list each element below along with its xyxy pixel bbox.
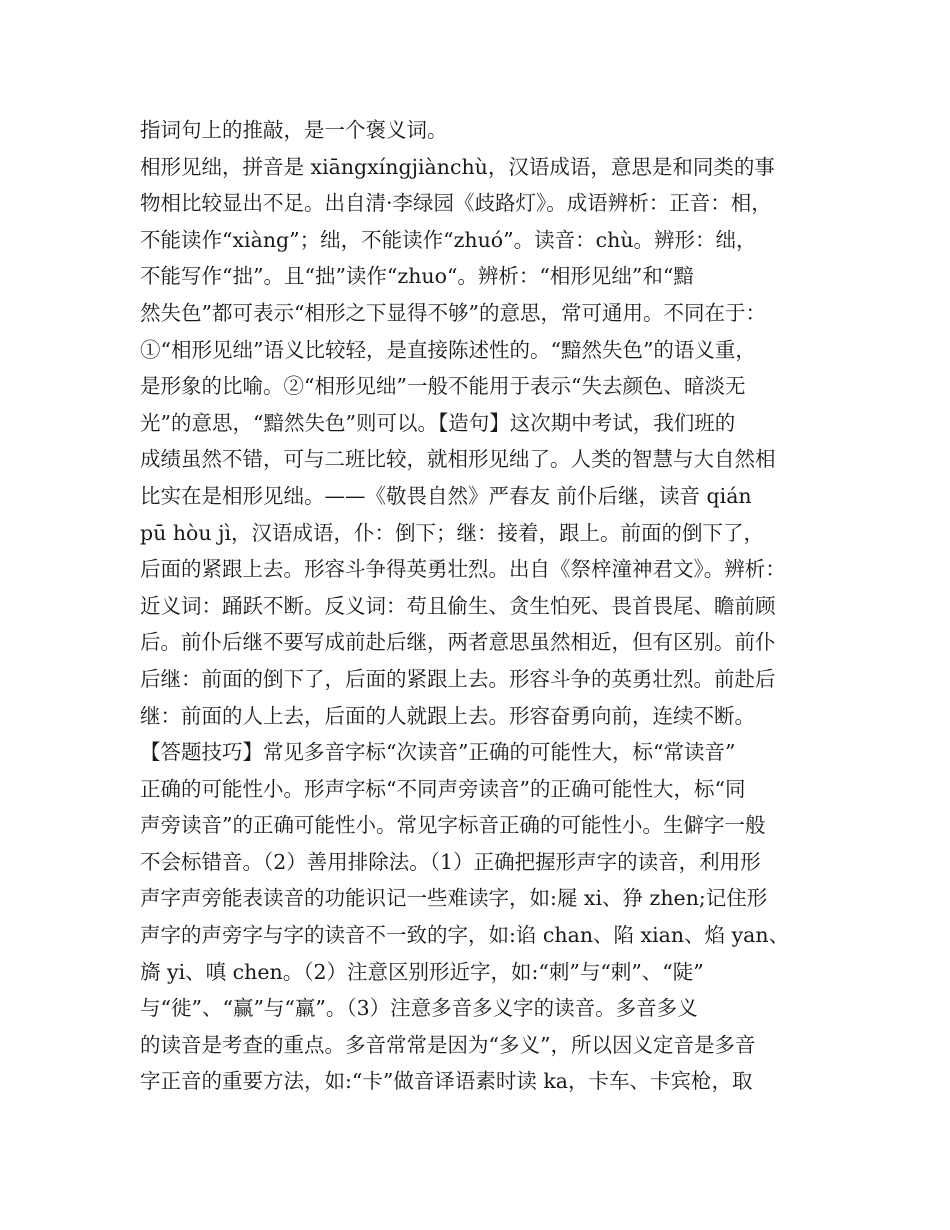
text-line-7: ①“相形见绌”语义比较轻，是直接陈述性的。“黯然失色”的语义重， (140, 337, 756, 362)
text-line-1: 指词句上的推敲，是一个褒义词。 (140, 118, 448, 142)
text-line-3: 物相比较显出不足。出自清·李绿园《歧路灯》。成语辨析：正音：相， (140, 191, 772, 216)
text-line-25: 与“徙”、“赢”与“羸”。（3）注意多音多义字的读音。多音多义 (140, 996, 698, 1021)
text-line-9: 光”的意思，“黯然失色”则可以。【造句】这次期中考试，我们班的 (140, 410, 736, 435)
text-line-11: 比实在是相形见绌。——《敬畏自然》严春友 前仆后继，读音 qián (140, 483, 752, 508)
text-line-20: 声旁读音”的正确可能性小。常见字标音正确的可能性小。生僻字一般 (140, 813, 766, 838)
text-line-10: 成绩虽然不错，可与二班比较，就相形见绌了。人类的智慧与大自然相 (140, 447, 776, 472)
text-line-17: 继：前面的人上去，后面的人就跟上去。形容奋勇向前，连续不断。 (140, 703, 755, 728)
text-line-22: 声字声旁能表读音的功能识记一些难读字，如:屣 xi、狰 zhen;记住形 (140, 886, 768, 911)
text-line-8: 是形象的比喻。②“相形见绌”一般不能用于表示“失去颜色、暗淡无 (140, 374, 746, 399)
text-line-4: 不能读作“xiàng”；绌，不能读作“zhuó”。读音：chù。辨形：绌， (140, 227, 757, 252)
text-line-16: 后继：前面的倒下了，后面的紧跟上去。形容斗争的英勇壮烈。前赴后 (140, 666, 776, 691)
text-line-14: 近义词：踊跃不断。反义词：苟且偷生、贪生怕死、畏首畏尾、瞻前顾 (140, 593, 776, 618)
text-line-12: pū hòu jì，汉语成语，仆：倒下；继：接着，跟上。前面的倒下了， (140, 520, 765, 545)
text-line-19: 正确的可能性小。形声字标“不同声旁读音”的正确可能性大，标“同 (140, 776, 746, 801)
text-line-27: 字正音的重要方法，如:“卡”做音译语素时读 ka，卡车、卡宾枪，取 (140, 1069, 753, 1094)
text-line-26: 的读音是考查的重点。多音常常是因为“多义”，所以因义定音是多音 (140, 1032, 756, 1057)
body-text (140, 112, 830, 1100)
text-line-6: 然失色”都可表示“相形之下显得不够”的意思，常可通用。不同在于： (140, 300, 766, 325)
text-line-2: 相形见绌，拼音是 xiāngxíngjiànchù，汉语成语，意思是和同类的事 (140, 154, 775, 179)
text-line-23: 声字的声旁字与字的读音不一致的字，如:谄 chan、陷 xian、焰 yan、 (140, 923, 790, 948)
text-line-18: 【答题技巧】常见多音字标“次读音”正确的可能性大，标“常读音” (140, 740, 736, 765)
text-line-24: 旖 yi、嗔 chen。（2）注意区别形近字，如:“刺”与“剌”、“陡” (140, 959, 704, 984)
text-line-21: 不会标错音。（2）善用排除法。（1）正确把握形声字的读音，利用形 (140, 849, 761, 874)
text-line-15: 后。前仆后继不要写成前赴后继，两者意思虽然相近，但有区别。前仆 (140, 630, 776, 655)
text-line-5: 不能写作“拙”。且“拙”读作“zhuo“。辨析：“相形见绌”和“黯 (140, 264, 694, 289)
text-line-13: 后面的紧跟上去。形容斗争得英勇壮烈。出自《祭梓潼神君文》。辨析： (140, 557, 786, 582)
